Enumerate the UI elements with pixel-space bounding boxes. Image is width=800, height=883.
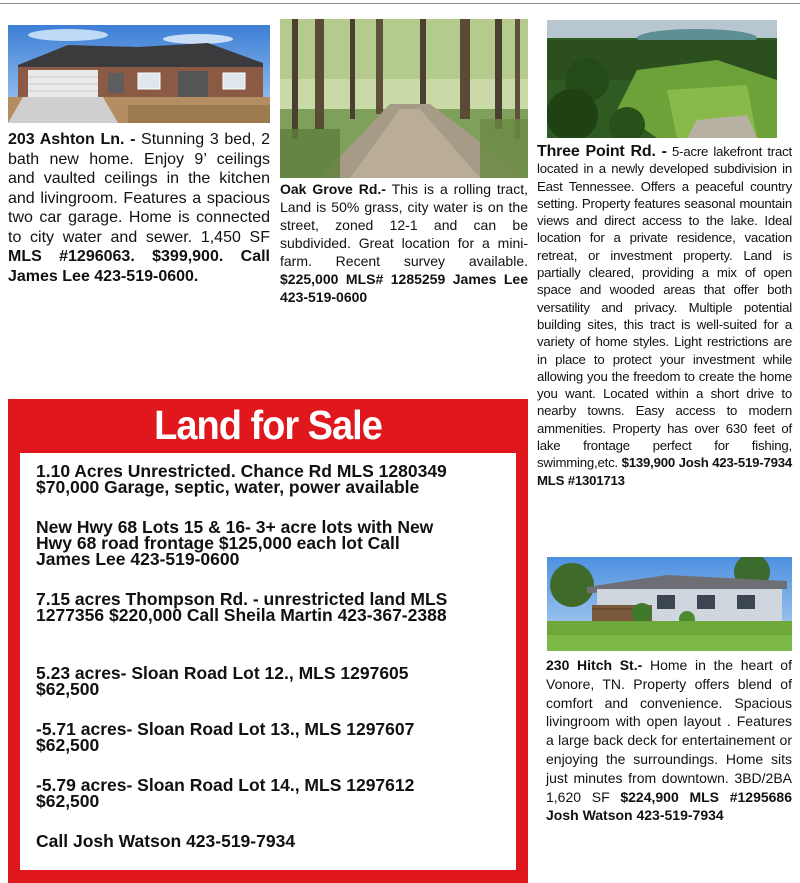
ashton-listing xyxy=(8,130,270,286)
oak-grove-listing-price-contact: $225,000 MLS# 1285259 James Lee 423-519-0600 xyxy=(280,271,528,305)
land-item-sloan-lot-12: 5.23 acres- Sloan Road Lot 12., MLS 1297605 $62,500 xyxy=(36,663,409,699)
land-contact-josh-watson: Call Josh Watson 423-519-7934 xyxy=(36,831,296,851)
land-item-sloan-lot-13: -5.71 acres- Sloan Road Lot 13., MLS 1297607 $62,500 xyxy=(36,719,415,755)
three-point-listing-body: 5-acre lakefront tract located in a newly developed subdivision in East Tennessee. Offers a peaceful country setting. Property features seasonal mountain views and direct access to the lake. Ideal location for a private residence, vacation retreat, or investment property. Land is partially cleared, providing a mix of open space and wooded areas that offer both versatility and privacy. Multiple potential building sites, this tract is well-suited for a variety of home styles. Light restrictions are in place to protect your investment while allowing you the freedom to create the home you want. Located within a short drive to nearby towns. Easy access to modern ammenities. Property has over 630 feet of lake frontage perfect for fishing, swimming,etc. xyxy=(537,144,792,471)
land-item-sloan-lot-14: -5.79 acres- Sloan Road Lot 14., MLS 1297612 $62,500 xyxy=(36,775,415,811)
hitch-listing xyxy=(546,656,792,825)
oak-grove-road-photo xyxy=(280,19,528,178)
three-point-listing xyxy=(537,143,792,489)
top-rule xyxy=(0,3,800,4)
land-for-sale-box xyxy=(8,399,528,883)
land-for-sale-list xyxy=(20,453,516,870)
hitch-listing-title: 230 Hitch St.- xyxy=(546,657,643,673)
land-item-thompson-rd: 7.15 acres Thompson Rd. - unrestricted land MLS 1277356 $220,000 Call Sheila Martin 423-367-2388 xyxy=(36,589,448,625)
three-point-road-aerial-photo xyxy=(547,20,777,138)
oak-grove-listing xyxy=(280,180,528,306)
oak-grove-listing-body: This is a rolling tract, Land is 50% grass, city water is on the street, zoned 12-1 and can be subdivided. Great location for a mini-farm. Recent survey available. xyxy=(280,181,528,269)
ashton-house-photo xyxy=(8,25,270,123)
land-item-chance-rd: 1.10 Acres Unrestricted. Chance Rd MLS 1280349 $70,000 Garage, septic, water, power available xyxy=(36,461,447,497)
ashton-listing-title: 203 Ashton Ln. - xyxy=(8,131,136,148)
three-point-listing-price-contact: $139,900 Josh 423-519-7934 MLS #1301713 xyxy=(537,455,792,488)
hitch-listing-price-contact: $224,900 MLS #1295686 Josh Watson 423-519-7934 xyxy=(546,788,792,824)
oak-grove-listing-title: Oak Grove Rd.- xyxy=(280,181,386,197)
land-for-sale-title: Land for Sale xyxy=(154,403,382,449)
ashton-listing-body: Stunning 3 bed, 2 bath new home. Enjoy 9’ ceilings and vaulted ceilings in the kitchen and livingroom. Features a spacious two car garage. Home is connected to city water and sewer. 1,450 SF xyxy=(8,131,271,246)
hitch-listing-body: Home in the heart of Vonore, TN. Property offers blend of comfort and convenience. Spacious livingroom with open layout . Features a large back deck for entertainement or enjoying the surroundings. Home sits just minutes from downtown. 3BD/2BA 1,620 SF xyxy=(546,657,792,805)
three-point-listing-title: Three Point Rd. - xyxy=(537,143,667,160)
ashton-listing-price-contact: MLS #1296063. $399,900. Call James Lee 423-519-0600. xyxy=(8,248,270,285)
hitch-street-house-photo xyxy=(547,557,792,651)
land-item-new-hwy-68: New Hwy 68 Lots 15 & 16- 3+ acre lots with New Hwy 68 road frontage $125,000 each lot Call James Lee 423-519-0600 xyxy=(36,517,434,569)
